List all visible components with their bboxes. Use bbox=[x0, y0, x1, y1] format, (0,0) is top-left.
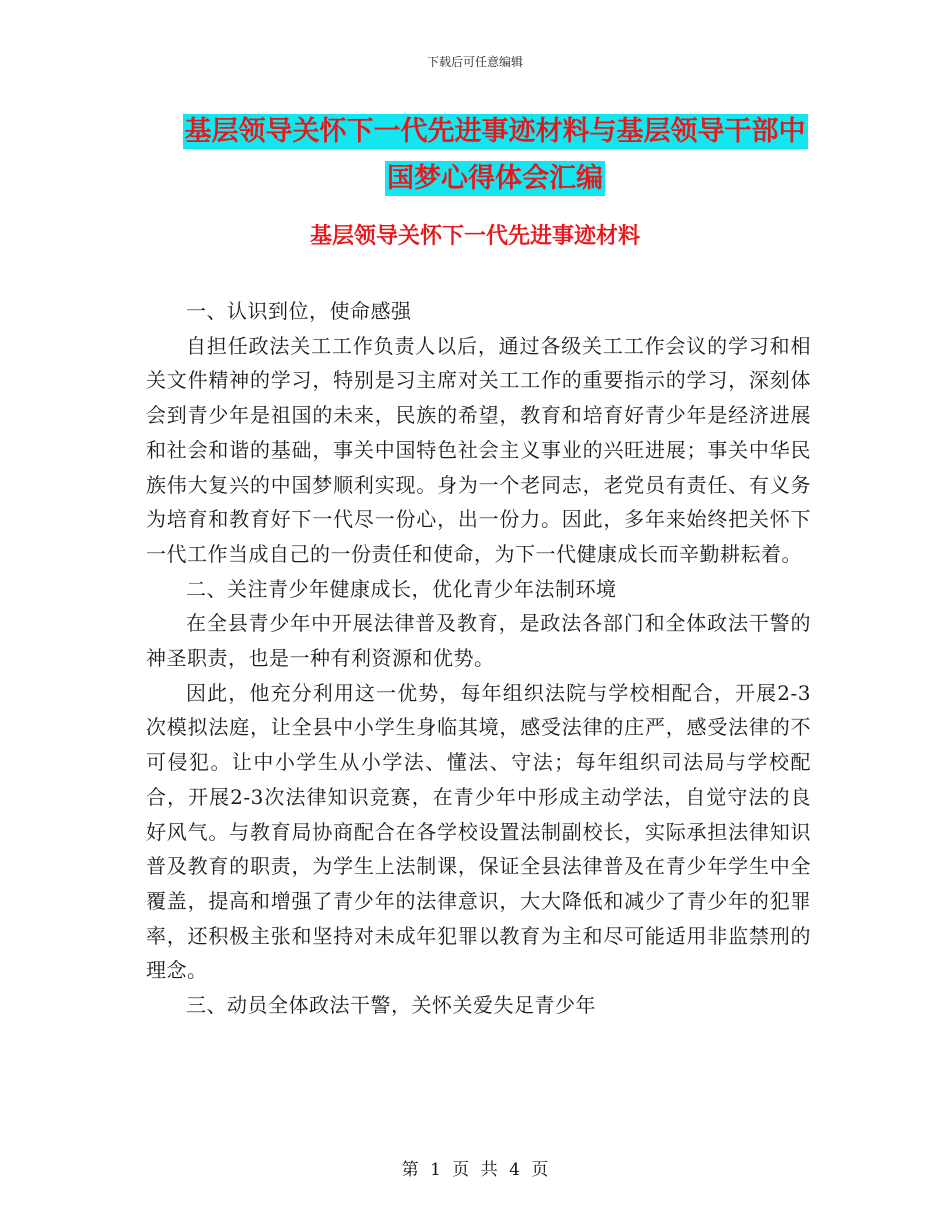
section-title: 基层领导关怀下一代先进事迹材料 bbox=[309, 224, 640, 249]
heading-2: 二、关注青少年健康成长，优化青少年法制环境 bbox=[186, 576, 617, 601]
title-line-1: 基层领导关怀下一代先进事迹材料与基层领导干部中 bbox=[184, 116, 806, 147]
heading-3: 三、动员全体政法干警，关怀关爱失足青少年 bbox=[186, 993, 596, 1018]
title-line-2: 国梦心得体会汇编 bbox=[387, 163, 603, 194]
heading-1: 一、认识到位，使命感强 bbox=[186, 299, 412, 323]
paragraph-1: 自担任政法关工工作负责人以后，通过各级关工工作会议的学习和相关文件精神的学习，特别是习主席对关工工作的重要指示的学习，深刻体会到青少年是祖国的未来，民族的希望，教育和培育好青少年是经济进展和社会和谐的基础，事关中国特色社会主义事业的兴旺进展；事关中华民族伟大复兴的中国梦顺利实现。身为一个老同志，老党员有责任、有义务为培育和教育好下一代尽一份心，出一份力。因此，多年来始终把关怀下一代工作当成自己的一份责任和使命，为下一代健康成长而辛勤耕耘着。 bbox=[146, 333, 811, 566]
header-note: 下载后可任意编辑 bbox=[426, 55, 523, 69]
page-number: 第 1 页 共 4 页 bbox=[401, 1160, 549, 1180]
paragraph-3: 因此，他充分利用这一优势，每年组织法院与学校相配合，开展2-3次模拟法庭，让全县中小学生身临其境，感受法律的庄严，感受法律的不可侵犯。让中小学生从小学法、懂法、守法；每年组织司法局与学校配合，开展2-3次法律知识竞赛，在青少年中形成主动学法，自觉守法的良好风气。与教育局协商配合在各学校设置法制副校长，实际承担法律知识普及教育的职责，为学生上法制课，保证全县法律普及在青少年学生中全覆盖，提高和增强了青少年的法律意识，大大降低和减少了青少年的犯罪率，还积极主张和坚持对未成年犯罪以教育为主和尽可能适用非监禁刑的理念。 bbox=[146, 680, 811, 983]
document-body bbox=[146, 294, 811, 1023]
paragraph-2: 在全县青少年中开展法律普及教育，是政法各部门和全体政法干警的神圣职责，也是一种有利资源和优势。 bbox=[146, 611, 811, 671]
document-title bbox=[160, 108, 830, 202]
